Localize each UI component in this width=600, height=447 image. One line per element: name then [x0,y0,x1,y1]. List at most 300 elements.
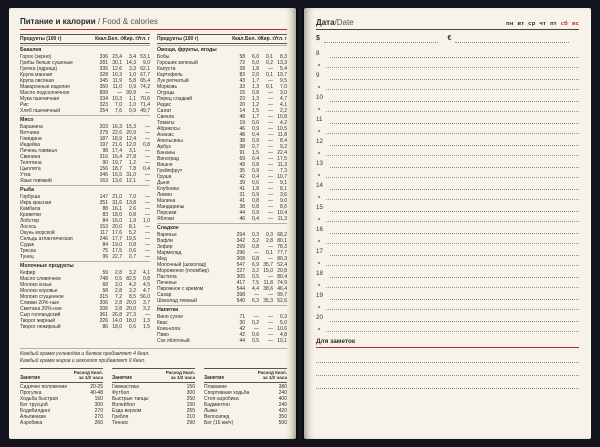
food-value: 18,9 [112,136,122,142]
writing-line [330,269,579,278]
food-name: Абрикосы [157,126,180,132]
writing-line [326,125,579,134]
food-value: 2,8 [115,306,122,312]
hour-number: 14 [316,181,323,189]
food-value: 417 [236,280,245,286]
food-value: — [254,326,259,332]
notes-lines [316,350,579,389]
food-value: 20,9 [126,130,136,136]
food-value: 0,6 [252,180,259,186]
food-name: Горошек зеленый [157,60,198,66]
food-value: 99,7 [277,292,287,298]
food-value: — [145,90,150,96]
hour-subline [316,190,579,201]
hour-subline [316,102,579,113]
food-value: — [268,90,273,96]
right-page-content [304,8,591,397]
food-value: — [268,332,273,338]
food-value: 43 [239,78,245,84]
food-value: 328 [99,72,108,78]
food-value: 0,8 [129,242,136,248]
food-value: 84 [102,242,108,248]
food-value: 53,1 [140,54,150,60]
food-value: 7,2 [115,294,122,300]
food-value: 20,8 [277,268,287,274]
food-value: 11,3 [277,162,287,168]
hour-number: 12 [316,137,323,145]
writing-line [330,225,579,234]
food-value: 17,7 [112,236,122,242]
food-name: Лобстер [20,218,40,224]
activity-table-1 [20,368,103,426]
activity-name: Быстрые танцы [112,395,149,402]
food-value: 48 [239,132,245,138]
food-value: 0,9 [252,192,259,198]
food-value: 156 [99,166,108,172]
food-value: 0,6 [252,120,259,126]
food-name: Сметана 20%-ная [20,306,62,312]
food-row [157,216,287,222]
food-section-title: Рыба [20,185,150,194]
food-name: Пирожное с кремом [157,286,204,292]
food-name: Перец сладкий [157,96,193,102]
food-name: Арбуз [157,144,171,150]
food-value: — [268,156,273,162]
food-value: 4,2 [129,282,136,288]
writing-line [326,191,579,200]
hour-subline [316,300,579,311]
food-name: Макаронные изделия [20,84,70,90]
food-name: Икра красная [20,200,52,206]
writing-line [326,169,579,178]
food-value: 5,8 [129,78,136,84]
food-name: Зефир [157,244,173,250]
food-value: — [145,254,150,260]
bullet-dot [318,64,320,66]
food-value: 59 [102,270,108,276]
food-value: 147 [99,194,108,200]
footnote-fats: Каждый грамм жиров и алкоголя прибавляет 9 Ккал. [20,357,146,364]
date-header [316,18,579,27]
food-value: 0,8 [252,244,259,250]
food-value: 18,0 [112,324,122,330]
food-value: — [268,120,273,126]
food-name: Рис [20,102,29,108]
activity-header-kcal-line: Расход Ккал. [257,370,287,375]
food-name: Мука пшеничная [20,96,60,102]
food-value: 226 [99,318,108,324]
hour-subline [316,212,579,223]
bullet-dot [318,284,320,286]
food-value: 1,7 [252,114,259,120]
food-name: Яблоки [157,216,174,222]
food-value: 15,0 [263,268,273,274]
activity-name: Езда верхом [112,407,142,414]
food-name: Морковь [157,84,178,90]
food-value: — [145,312,150,318]
food-value: 5,0 [280,320,287,326]
food-name: Грейпфрут [157,168,183,174]
food-value: 0,9 [252,168,259,174]
food-name: Телятина [20,160,42,166]
activity-value: 300 [186,389,195,396]
food-value: — [268,204,273,210]
food-value: 99,9 [126,90,136,96]
food-value: 10,3 [112,96,122,102]
activity-value: 270 [94,407,103,414]
activity-header-kcal-line: за 1/2 часа [262,375,287,381]
date-label-ru: Дата [316,18,335,27]
food-value: — [145,194,150,200]
food-value: 15 [239,90,245,96]
food-value: 203 [99,124,108,130]
activity-name: Гребля [112,413,129,420]
food-value: 77,7 [277,250,287,256]
food-name: Огурцы [157,90,175,96]
hour-line [316,223,579,234]
food-value: 342 [236,238,245,244]
food-value: — [145,200,150,206]
note-writing-line [316,350,579,363]
food-name: Горбуша [20,194,40,200]
activity-row [112,420,195,426]
food-value: 5,0 [252,60,259,66]
food-name: Гречка (ядрица) [20,66,58,72]
activity-value: 210 [186,413,195,420]
food-value: — [145,236,150,242]
food-name: Сок яблочный [157,338,190,344]
food-value: 19 [239,120,245,126]
food-value: 0,8 [129,212,136,218]
food-name: Пиво [157,332,169,338]
weekday-сб: сб [560,21,568,27]
activity-header-name: Занятие [20,374,41,381]
food-value: 2,8 [115,300,122,306]
food-name: Апельсины [157,138,183,144]
food-name: Молоко сгущенное [20,294,64,300]
writing-line [330,93,579,102]
food-value: 52,4 [277,262,287,268]
food-value: 3,3 [129,66,136,72]
writing-line [330,203,579,212]
activity-row [20,420,103,426]
hour-line [316,311,579,322]
food-name: Свекла [157,114,174,120]
hour-number: 19 [316,291,323,299]
food-value: 0,9 [252,138,259,144]
food-value: 74,9 [277,280,287,286]
food-value: 18,0 [112,212,122,218]
food-value: 6,3 [252,298,259,304]
food-value: — [145,148,150,154]
food-value: — [268,144,273,150]
food-value: 9,5 [280,78,287,84]
food-value: 163 [99,178,108,184]
notes-section [316,337,579,389]
food-value: 6,0 [252,54,259,60]
food-value: 17,5 [277,156,287,162]
food-value: 21,0 [112,194,122,200]
activity-header-name: Занятие [112,374,133,381]
food-value: — [268,150,273,156]
food-value: 0,9 [252,126,259,132]
activity-table-header [112,368,195,383]
activity-name: Степ-аэробика [204,395,239,402]
food-value: 19,7 [112,160,122,166]
food-name: Крупа овсяная [20,78,54,84]
header-rule [316,29,579,30]
hour-number: 13 [316,159,323,167]
food-value: 0,5 [115,276,122,282]
hour-number: 11 [316,115,323,123]
food-value: 350 [99,84,108,90]
food-value: 0,4 [252,216,259,222]
food-value: — [268,326,273,332]
food-value: 0,8 [252,198,259,204]
bullet-dot [318,306,320,308]
food-value: 227 [236,268,245,274]
food-value: — [268,216,273,222]
hour-line [316,157,579,168]
activity-value: 350 [278,413,287,420]
food-value: 46 [239,126,245,132]
food-value: 0,7 [252,144,259,150]
activity-value: 270 [94,413,103,420]
bullet-dot [318,86,320,88]
weekday-вс: вс [571,21,579,27]
food-value: 38 [239,144,245,150]
food-value: — [268,168,273,174]
activity-value: 260 [94,419,103,426]
food-name: Бобы [157,54,170,60]
activity-row [204,420,287,426]
food-value: 7,5 [252,280,259,286]
food-value: — [268,274,273,280]
activity-table-3 [204,368,287,426]
activity-name: Лыжи [204,407,218,414]
food-value: 42 [239,332,245,338]
food-value: 9,0 [143,60,150,66]
food-value: 30,1 [112,60,122,66]
food-value: — [254,314,259,320]
food-value: 18,7 [112,166,122,172]
food-value: 33 [239,84,245,90]
food-name: Язык говяжий [20,178,52,184]
food-value: 0,2 [252,320,259,326]
food-value: 21,6 [112,142,122,148]
food-value: 0,8 [252,256,259,262]
hour-block [316,135,579,156]
food-name: Клубника [157,186,179,192]
activity-value: 250 [186,395,195,402]
food-name: Камбала [20,206,41,212]
food-value: 27,8 [126,154,136,160]
food-value: 74,2 [140,84,150,90]
food-value: 117 [100,230,108,236]
food-value: 16,5 [112,172,122,178]
food-name: Шоколад темный [157,298,197,304]
food-name: Креветки [20,212,41,218]
writing-line [326,257,579,266]
food-row [157,298,287,304]
writing-line [330,247,579,256]
writing-line [330,49,579,58]
notes-underline [316,347,579,348]
food-value: 1,8 [252,186,259,192]
activity-table-header [204,368,287,383]
activity-value: 300 [94,401,103,408]
food-value: 153 [99,224,108,230]
food-name: Квас [157,320,168,326]
food-name: Томаты [157,120,175,126]
activity-header-kcal [161,370,195,381]
food-value: 1,0 [129,102,136,108]
food-value: — [268,338,273,344]
food-value: 8,1 [280,186,287,192]
food-name: Картофель [157,72,183,78]
food-name: Лосось [20,224,37,230]
food-value: — [268,210,273,216]
food-value: 38 [239,204,245,210]
food-value: 70,6 [140,96,150,102]
food-value: 7,6 [115,108,122,114]
food-value: 7,0 [115,102,122,108]
food-value: — [254,292,259,298]
food-value: 346 [99,172,108,178]
food-value: 0,5 [252,274,259,280]
food-value: 3,7 [143,300,150,306]
food-name: Ветчина [20,130,40,136]
writing-line [326,213,579,222]
hour-number: 9 [316,71,320,79]
food-value: 7,0 [280,84,287,90]
food-value: 279 [99,130,108,136]
food-value: 1,3 [252,84,259,90]
food-value: — [145,242,150,248]
food-value: 49 [239,162,245,168]
food-name: Творог жирный [20,318,56,324]
food-value: 1,5 [252,150,259,156]
food-value: 0,9 [129,108,136,114]
food-value: 16,3 [112,124,122,130]
food-section-title: Сладкое [157,223,287,232]
column-header: Ккал. [95,36,108,42]
hour-block [316,47,579,68]
food-value: 71,4 [140,102,150,108]
food-value: 12,6 [112,66,122,72]
food-value: 14 [239,108,245,114]
activity-name: Волейбол [112,401,135,408]
food-name: Молоко коровье [20,288,58,294]
food-value: 10,6 [277,326,287,332]
food-value: 71 [239,314,245,320]
bullet-dot [318,108,320,110]
food-value: 10,1 [277,338,287,344]
food-value: 334 [99,96,108,102]
column-header: Жир. г [259,36,275,42]
food-value: 19,7 [277,72,287,78]
food-value: 5,4 [280,66,287,72]
weekday-чт: чт [539,21,547,27]
food-value: 14,3 [126,60,136,66]
hour-number: 15 [316,203,323,211]
hour-block [316,245,579,266]
food-name: Тунец [20,254,34,260]
writing-line [330,181,579,190]
food-value: — [145,172,150,178]
food-value: 90 [102,160,108,166]
food-section-title: Молочные продукты [20,261,150,270]
food-value: 540 [236,298,245,304]
food-value: 3,6 [280,192,287,198]
hour-line [316,245,579,256]
food-value: 16,0 [112,218,122,224]
activity-value: 255 [186,407,195,414]
food-value: 56,0 [140,294,150,300]
food-value: 345 [99,78,108,84]
hour-block [316,311,579,332]
food-value: 13,3 [277,60,287,66]
food-value: 9,0 [280,198,287,204]
food-value: 2,8 [115,270,122,276]
activity-name: Ходьба быстрая [20,395,58,402]
food-value: — [268,314,273,320]
hour-number: 20 [316,313,323,321]
food-value: 9,1 [280,180,287,186]
food-value: 78,3 [277,244,287,250]
food-value: 10,3 [112,72,122,78]
writing-line [326,279,579,288]
food-value: 11,8 [263,280,273,286]
food-value: 7,3 [280,168,287,174]
food-value: — [268,180,273,186]
food-value: 68,2 [277,232,287,238]
food-name: Редис [157,102,171,108]
left-page [9,8,296,439]
food-table-column-2 [157,34,287,344]
food-value: — [268,186,273,192]
activity-tables [20,368,287,426]
food-value: 72 [239,60,245,66]
food-row [20,108,150,114]
activity-name: Аэробика [20,419,43,426]
right-page [304,8,591,439]
food-value: 294 [236,232,245,238]
food-value: 251 [99,200,108,206]
weekday-row [502,21,579,27]
activity-name: Прогулка [20,389,42,396]
food-value: — [145,206,150,212]
food-value: 88 [102,206,108,212]
page-title [20,17,287,27]
activity-value: 420 [278,407,287,414]
food-value: 35 [239,168,245,174]
food-value: 20 [239,102,245,108]
food-name: Салат [157,108,172,114]
food-value: 23,4 [112,54,122,60]
hour-subline [316,168,579,179]
food-value: 10,7 [277,174,287,180]
food-name: Баранина [20,124,43,130]
activity-header-kcal-line: Расход Ккал. [73,370,103,375]
writing-line [330,71,579,80]
food-value: 14,0 [112,318,122,324]
activity-value: 400 [278,395,287,402]
food-value: — [145,154,150,160]
food-section-title: Овощи, фрукты, ягоды [157,45,287,54]
writing-line [330,291,579,300]
food-value: 0,6 [252,332,259,338]
